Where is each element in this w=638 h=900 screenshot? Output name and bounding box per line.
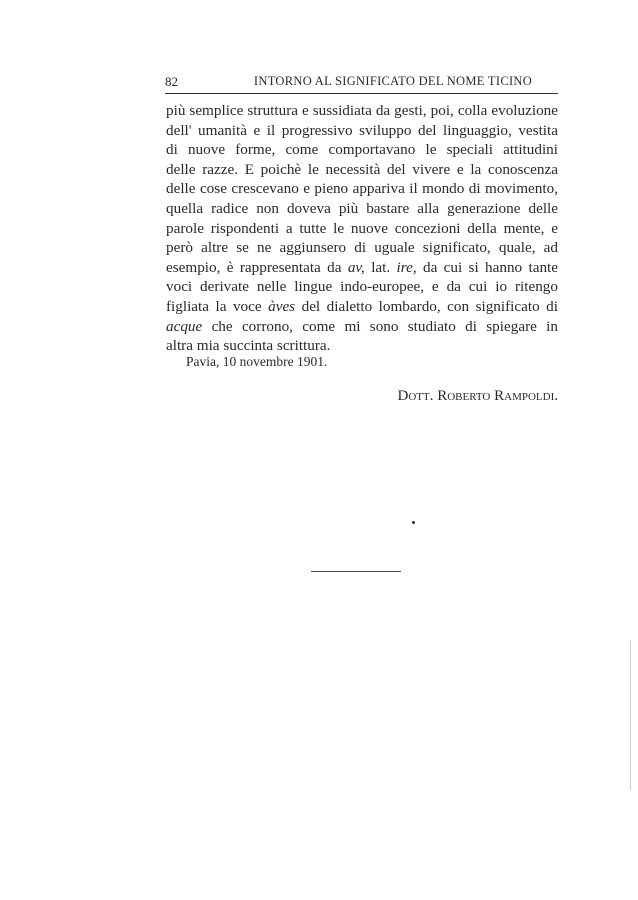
text-line: parole rispondenti a tutte le nuove concezioni della mente, e [166, 219, 558, 237]
page-number: 82 [165, 74, 178, 89]
signature: Dott. Roberto Rampoldi. [397, 388, 558, 404]
italic-term: acque [166, 317, 203, 335]
text: da cui si hanno tante [416, 258, 559, 276]
italic-term: ire, [396, 258, 417, 276]
text-line [166, 258, 558, 278]
header-rule [165, 93, 558, 94]
text-line: però altre se ne aggiunsero di uguale significato, quale, ad [166, 239, 558, 257]
text: esempio, è rappresentata da [166, 258, 348, 276]
ink-dot [412, 521, 415, 524]
text-line [166, 297, 558, 317]
closing-rule [311, 571, 401, 572]
text: lat. [364, 258, 397, 276]
text-line: voci derivate nelle lingue indo-europee, e da cui io ritengo [166, 278, 558, 296]
text-line: dell' umanità e il progressivo sviluppo del linguaggio, vestita [166, 121, 558, 139]
text-line [166, 317, 558, 337]
text: del dialetto lombardo, con significato di [295, 297, 558, 315]
place-date: Pavia, 10 novembre 1901. [186, 354, 328, 369]
text-line: altra mia succinta scrittura. [166, 337, 331, 355]
italic-term: av, [347, 258, 365, 276]
text-line: quella radice non doveva più bastare alla generazione delle [166, 199, 558, 217]
text-line: di nuove forme, come comportavano le speciali attitudini [166, 141, 558, 159]
text-line: delle razze. E poichè le necessità del vivere e la conoscenza [166, 160, 558, 178]
text: che corrono, come mi sono studiato di spiegare in [202, 317, 558, 335]
italic-term: àves [268, 297, 296, 315]
text: figliata la voce [166, 297, 269, 315]
page-edge-mark [630, 640, 631, 790]
running-title: INTORNO AL SIGNIFICATO DEL NOME TICINO [253, 74, 533, 88]
text-line: delle cose crescevano e pieno appariva il mondo di movimento, [166, 180, 558, 198]
text-line: più semplice struttura e sussidiata da gesti, poi, colla evoluzione [166, 102, 558, 119]
body-text [166, 101, 558, 356]
